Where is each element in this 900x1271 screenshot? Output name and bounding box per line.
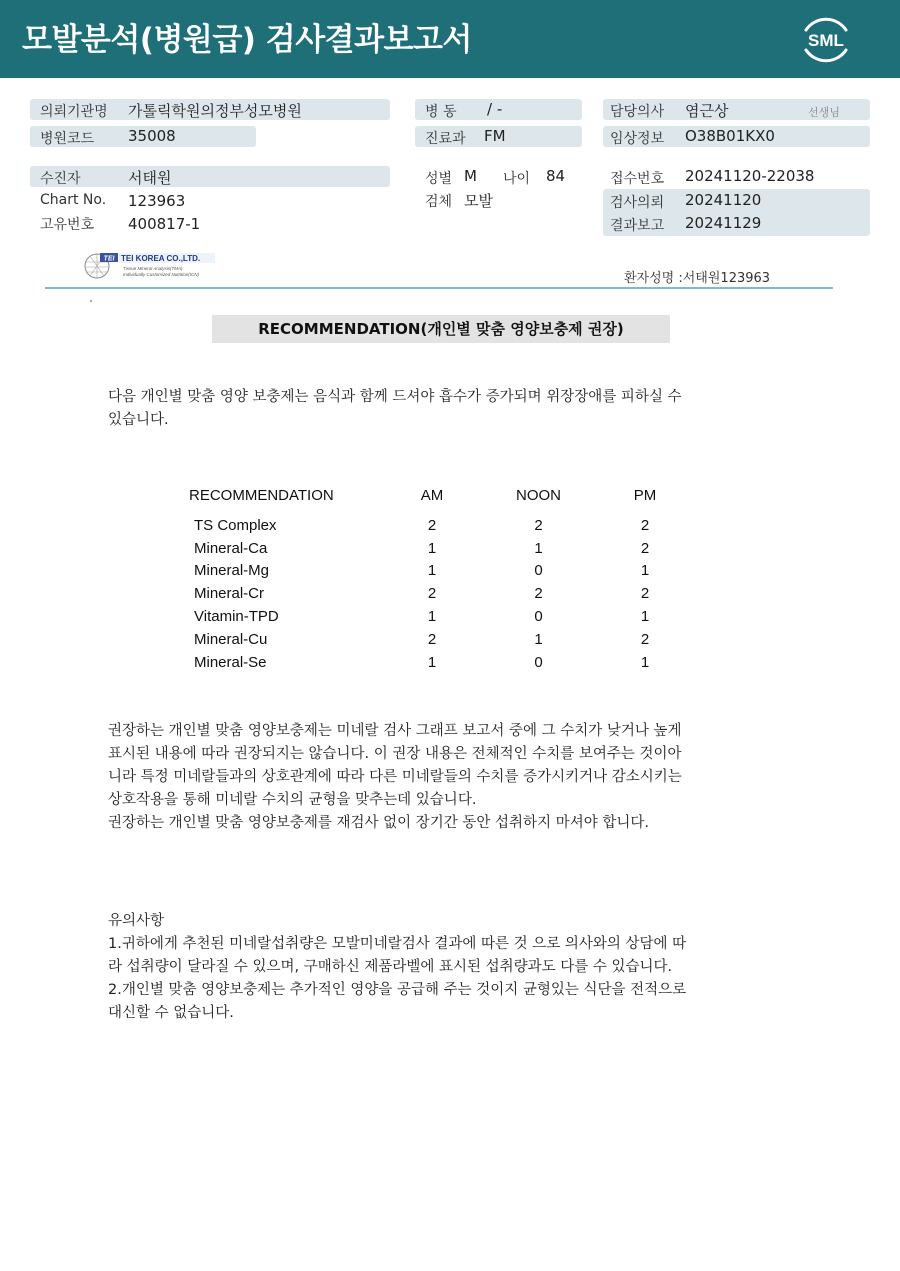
am-dose: 1 bbox=[427, 539, 437, 557]
caution-heading: 유의사항 bbox=[108, 913, 165, 929]
tei-tagline-2: Individually Customized Nutrition(ICN) bbox=[123, 272, 200, 277]
am-dose: 1 bbox=[427, 562, 437, 580]
unique-no-value: 400817-1 bbox=[128, 215, 201, 233]
pm-dose: 2 bbox=[640, 539, 650, 557]
request-label: 검사의뢰 bbox=[610, 195, 665, 211]
report-label: 결과보고 bbox=[610, 218, 665, 234]
supplement-name: Vitamin-TPD bbox=[194, 608, 279, 626]
ward-value: / - bbox=[487, 100, 503, 118]
intro-line: 있습니다. bbox=[108, 412, 169, 428]
noon-dose: 2 bbox=[534, 585, 543, 603]
noon-dose: 0 bbox=[534, 608, 543, 626]
receipt-label: 접수번호 bbox=[610, 171, 665, 187]
noon-dose: 0 bbox=[534, 653, 543, 671]
noon-dose: 2 bbox=[534, 516, 543, 534]
institution-value: 가톨릭학원의정부성모병원 bbox=[128, 102, 302, 120]
doctor-suffix: 선생님 bbox=[808, 106, 840, 119]
intro-paragraph bbox=[108, 386, 778, 432]
col-header-noon: NOON bbox=[516, 486, 561, 504]
ward-label: 병 동 bbox=[425, 104, 457, 120]
pm-dose: 2 bbox=[640, 585, 650, 603]
table-row bbox=[186, 508, 688, 537]
supplement-name: Mineral-Ca bbox=[194, 539, 268, 557]
note-line: 권장하는 개인별 맞춤 영양보충제는 미네랄 검사 그래프 보고서 중에 그 수치가 낮거나 높게 bbox=[108, 723, 682, 739]
note-line: 니라 특정 미네랄들과의 상호관계에 따라 다른 미네랄들의 수치를 증가시키거나 감소시키는 bbox=[108, 769, 682, 785]
report-date-value: 20241129 bbox=[685, 214, 762, 232]
report-header bbox=[0, 0, 900, 78]
report-title: 모발분석(병원급) 검사결과보고서 bbox=[22, 22, 472, 58]
chart-no-value: 123963 bbox=[128, 192, 186, 210]
col-header-pm: PM bbox=[633, 486, 657, 504]
clinical-value: O38B01KX0 bbox=[685, 127, 775, 145]
caution-line: 2.개인별 맞춤 영양보충제는 추가적인 영양을 공급해 주는 것이지 균형있는 식단을 전적으로 bbox=[108, 982, 687, 998]
sml-logo-text: SML bbox=[808, 31, 844, 50]
patient-value: 서태원 bbox=[128, 169, 172, 187]
table-row bbox=[186, 560, 688, 583]
patient-label: 수진자 bbox=[40, 171, 81, 187]
pm-dose: 2 bbox=[640, 516, 650, 534]
pm-dose: 1 bbox=[640, 562, 650, 580]
sex-label: 성별 bbox=[425, 171, 453, 187]
supplement-name: Mineral-Cr bbox=[194, 585, 265, 603]
tei-short-text: TEI bbox=[103, 255, 115, 263]
tei-korea-logo bbox=[83, 250, 223, 280]
pm-dose: 1 bbox=[640, 653, 650, 671]
table-row bbox=[186, 605, 688, 628]
am-dose: 2 bbox=[427, 630, 437, 648]
note-line: 표시된 내용에 따라 권장되지는 않습니다. 이 권장 내용은 전체적인 수치를 보여주는 것이아 bbox=[108, 746, 682, 762]
intro-line: 다음 개인별 맞춤 영양 보충제는 음식과 함께 드셔야 흡수가 증가되며 위장장애를 피하실 수 bbox=[108, 389, 682, 405]
table-row bbox=[186, 582, 688, 605]
chart-no-label: Chart No. bbox=[40, 192, 107, 208]
receipt-value: 20241120-22038 bbox=[685, 167, 815, 185]
sex-value: M bbox=[464, 167, 477, 185]
request-date-value: 20241120 bbox=[685, 191, 762, 209]
caution-paragraph bbox=[108, 910, 778, 1025]
clinical-label: 임상정보 bbox=[610, 131, 665, 147]
noon-dose: 0 bbox=[534, 562, 543, 580]
section-title: RECOMMENDATION(개인별 맞춤 영양보충제 권장) bbox=[212, 315, 670, 343]
doctor-value: 염근상 bbox=[685, 102, 729, 120]
table-header-row bbox=[186, 482, 688, 508]
sml-logo bbox=[798, 12, 854, 68]
hospital-code-label: 병원코드 bbox=[40, 131, 95, 147]
note-line: 상호작용을 통해 미네랄 수치의 균형을 맞추는데 있습니다. bbox=[108, 792, 477, 808]
col-header-am: AM bbox=[420, 486, 444, 504]
caution-line: 대신할 수 없습니다. bbox=[108, 1005, 234, 1021]
dept-value: FM bbox=[484, 127, 506, 145]
dept-label: 진료과 bbox=[425, 131, 466, 147]
hospital-code-value: 35008 bbox=[128, 127, 176, 145]
age-label: 나이 bbox=[503, 171, 531, 187]
pm-dose: 2 bbox=[640, 630, 650, 648]
am-dose: 2 bbox=[427, 585, 437, 603]
noon-dose: 1 bbox=[534, 630, 543, 648]
caution-line: 1.귀하에게 추천된 미네랄섭취량은 모발미네랄검사 결과에 따른 것 으로 의사와의 상담에 따 bbox=[108, 936, 687, 952]
divider-line bbox=[45, 287, 833, 289]
recommendation-table bbox=[186, 482, 688, 674]
age-value: 84 bbox=[546, 167, 566, 185]
specimen-label: 검체 bbox=[425, 194, 453, 210]
supplement-name: Mineral-Se bbox=[194, 653, 267, 671]
stray-dot bbox=[90, 300, 92, 302]
institution-label: 의뢰기관명 bbox=[40, 104, 108, 120]
table-row bbox=[186, 537, 688, 560]
tei-company-name: TEI KOREA CO.,LTD. bbox=[121, 254, 201, 263]
am-dose: 1 bbox=[427, 608, 437, 626]
tei-tagline-1: Tissue Mineral Analysis(TMA) bbox=[123, 266, 183, 271]
supplement-name: Mineral-Cu bbox=[194, 630, 268, 648]
note-paragraph bbox=[108, 720, 778, 835]
note-line: 권장하는 개인별 맞춤 영양보충제를 재검사 없이 장기간 동안 섭취하지 마셔야 합니다. bbox=[108, 815, 649, 831]
pm-dose: 1 bbox=[640, 608, 650, 626]
table-row bbox=[186, 651, 688, 674]
specimen-value: 모발 bbox=[464, 192, 493, 210]
caution-line: 라 섭취량이 달라질 수 있으며, 구매하신 제품라벨에 표시된 섭취량과도 다를 수 있습니다. bbox=[108, 959, 673, 975]
supplement-name: TS Complex bbox=[194, 516, 277, 534]
col-header-recommendation: RECOMMENDATION bbox=[189, 486, 334, 504]
patient-name-stamp: 환자성명 :서태원123963 bbox=[624, 271, 771, 286]
noon-dose: 1 bbox=[534, 539, 543, 557]
patient-field bbox=[30, 166, 390, 187]
am-dose: 1 bbox=[427, 653, 437, 671]
am-dose: 2 bbox=[427, 516, 437, 534]
table-row bbox=[186, 628, 688, 651]
doctor-label: 담당의사 bbox=[610, 104, 665, 120]
supplement-name: Mineral-Mg bbox=[194, 562, 270, 580]
unique-no-label: 고유번호 bbox=[40, 217, 95, 233]
